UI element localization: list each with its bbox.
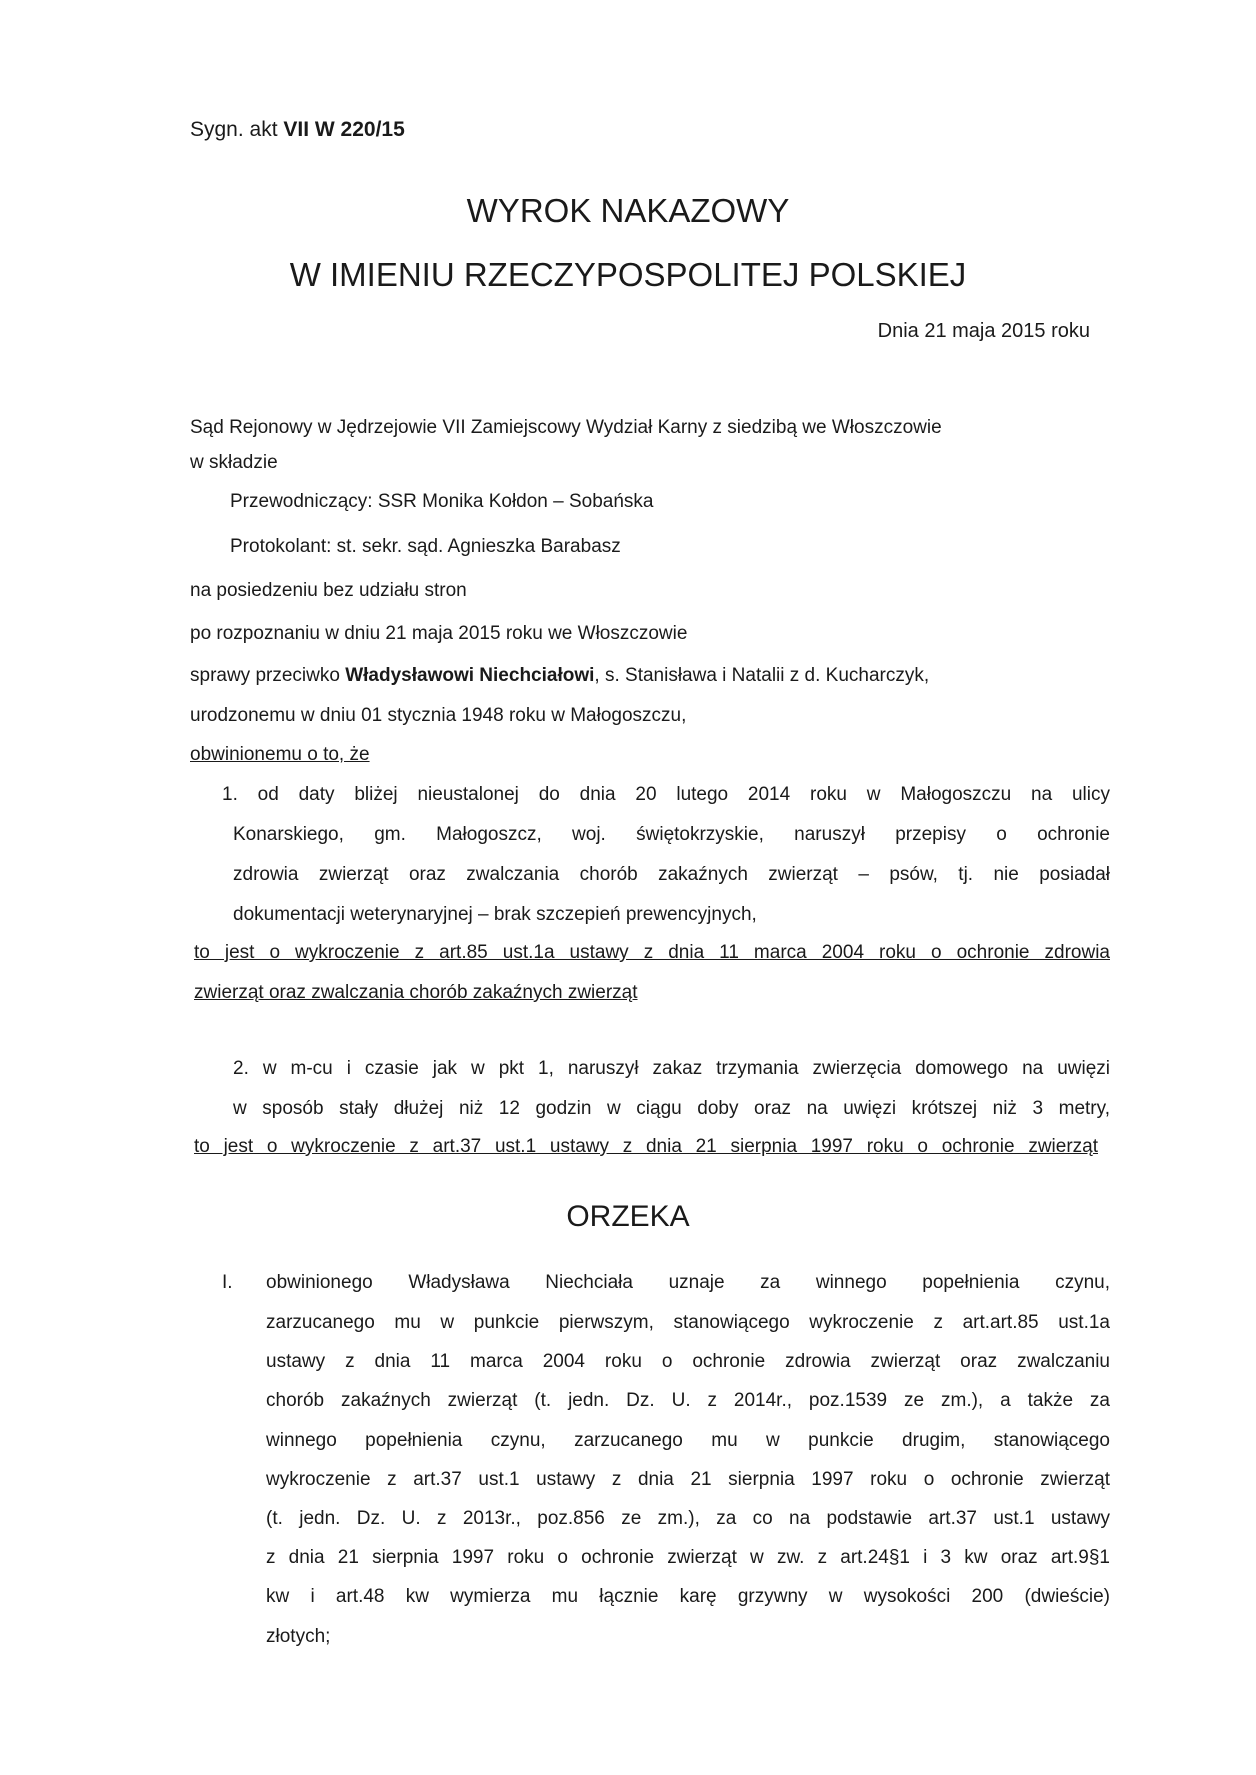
title-line-1: WYROK NAKAZOWY — [466, 192, 790, 229]
orzeka-point-number: I. — [222, 1272, 233, 1293]
orzeka-line: (t. jedn. Dz. U. z 2013r., poz.856 ze zm.), za co na podstawie art.37 ust.1 ustawy — [266, 1508, 1110, 1529]
orzeka-line: złotych; — [266, 1626, 331, 1647]
defendant-line — [190, 665, 929, 687]
case-signature-number: VII W 220/15 — [283, 118, 405, 141]
defendant-name: Władysławowi Niechciałowi — [345, 665, 595, 686]
title-line-2: W IMIENIU RZECZYPOSPOLITEJ POLSKIEJ — [289, 256, 967, 293]
case-signature — [190, 118, 405, 142]
charge1-line-1: 1. od daty bliżej nieustalonej do dnia 20 lutego 2014 roku w Małogoszczu na ulicy — [222, 784, 1110, 805]
court-line-2: w składzie — [190, 452, 278, 473]
defendant-born: urodzonemu w dniu 01 stycznia 1948 roku w Małogoszczu, — [190, 705, 687, 726]
charge1-line-4: dokumentacji weterynaryjnej – brak szczepień prewencyjnych, — [233, 904, 757, 925]
charge2-legal: to jest o wykroczenie z art.37 ust.1 ustawy z dnia 21 sierpnia 1997 roku o ochronie zwierząt — [194, 1136, 1098, 1157]
orzeka-line: z dnia 21 sierpnia 1997 roku o ochronie zwierząt w zw. z art.24§1 i 3 kw oraz art.9§1 — [266, 1547, 1110, 1568]
court-session: na posiedzeniu bez udziału stron — [190, 580, 467, 601]
defendant-case-prefix: sprawy przeciwko — [190, 665, 346, 686]
defendant-accused: obwinionemu o to, że — [190, 744, 370, 765]
charge1-line-3: zdrowia zwierząt oraz zwalczania chorób zakaźnych zwierząt – psów, tj. nie posiadał — [233, 864, 1110, 885]
charge1-legal-2: zwierząt oraz zwalczania chorób zakaźnych zwierząt — [194, 982, 638, 1003]
charge2-line-1: 2. w m-cu i czasie jak w pkt 1, naruszył zakaz trzymania zwierzęcia domowego na uwięzi — [233, 1058, 1110, 1079]
judgment-date: Dnia 21 maja 2015 roku — [877, 320, 1090, 342]
court-clerk: Protokolant: st. sekr. sąd. Agnieszka Barabasz — [230, 536, 621, 557]
charge1-line-2: Konarskiego, gm. Małogoszcz, woj. świętokrzyskie, naruszył przepisy o ochronie — [233, 824, 1110, 845]
defendant-parents: , s. Stanisława i Natalii z d. Kucharczyk, — [594, 665, 930, 686]
orzeka-line: winnego popełnienia czynu, zarzucanego mu w punkcie drugim, stanowiącego — [266, 1430, 1110, 1451]
orzeka-heading: ORZEKA — [566, 1200, 690, 1233]
charge2-line-2: w sposób stały dłużej niż 12 godzin w ciągu doby oraz na uwięzi krótszej niż 3 metry, — [233, 1098, 1110, 1119]
orzeka-line: ustawy z dnia 11 marca 2004 roku o ochronie zdrowia zwierząt oraz zwalczaniu — [266, 1351, 1110, 1372]
court-line-1: Sąd Rejonowy w Jędrzejowie VII Zamiejscowy Wydział Karny z siedzibą we Włoszczowie — [190, 417, 942, 438]
court-examined: po rozpoznaniu w dniu 21 maja 2015 roku we Włoszczowie — [190, 623, 688, 644]
orzeka-line: zarzucanego mu w punkcie pierwszym, stanowiącego wykroczenie z art.art.85 ust.1a — [266, 1312, 1110, 1333]
orzeka-line: kw i art.48 kw wymierza mu łącznie karę grzywny w wysokości 200 (dwieście) — [266, 1586, 1110, 1607]
orzeka-line: chorób zakaźnych zwierząt (t. jedn. Dz. U. z 2014r., poz.1539 ze zm.), a także za — [266, 1390, 1110, 1411]
court-chairman: Przewodniczący: SSR Monika Kołdon – Sobańska — [230, 491, 654, 512]
orzeka-line: wykroczenie z art.37 ust.1 ustawy z dnia 21 sierpnia 1997 roku o ochronie zwierząt — [266, 1469, 1110, 1490]
charge1-legal-1: to jest o wykroczenie z art.85 ust.1a ustawy z dnia 11 marca 2004 roku o ochronie zdrowia — [194, 942, 1110, 963]
orzeka-line: obwinionego Władysława Niechciała uznaje za winnego popełnienia czynu, — [266, 1272, 1110, 1293]
case-signature-prefix: Sygn. akt — [190, 118, 284, 141]
